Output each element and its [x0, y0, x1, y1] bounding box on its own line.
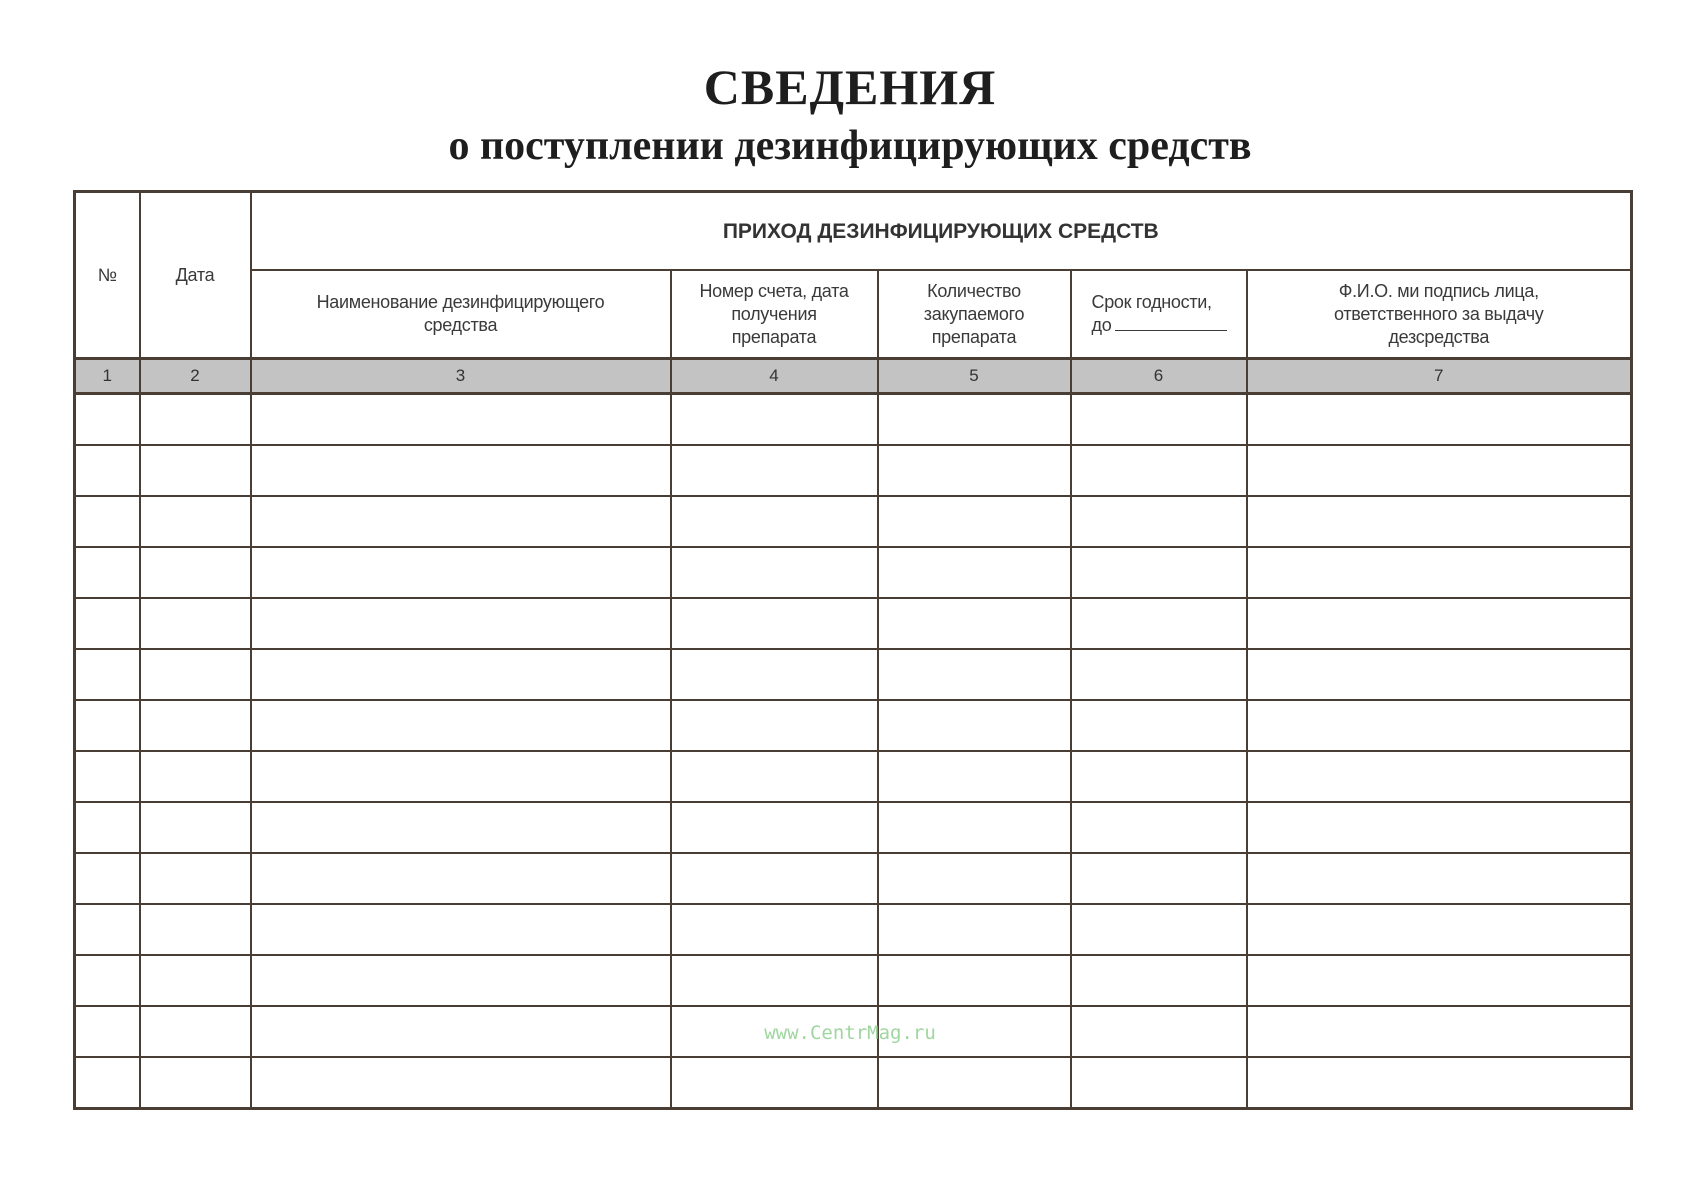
entry-cell[interactable] — [251, 700, 671, 751]
entry-cell[interactable] — [75, 445, 140, 496]
entry-cell[interactable] — [878, 598, 1071, 649]
entry-cell[interactable] — [878, 700, 1071, 751]
entry-cell[interactable] — [1247, 649, 1632, 700]
entry-cell[interactable] — [878, 853, 1071, 904]
entry-cell[interactable] — [75, 802, 140, 853]
entry-cell[interactable] — [251, 445, 671, 496]
entry-cell[interactable] — [140, 955, 251, 1006]
entry-cell[interactable] — [1071, 1057, 1247, 1109]
entry-cell[interactable] — [671, 904, 878, 955]
document-subtitle: о поступлении дезинфицирующих средств — [448, 123, 1252, 169]
header-expiry — [1071, 270, 1247, 359]
entry-cell[interactable] — [1247, 700, 1632, 751]
entry-cell[interactable] — [671, 547, 878, 598]
expiry-header-text: Срок годности, до — [1092, 291, 1232, 337]
entry-cell[interactable] — [140, 1057, 251, 1109]
entry-cell[interactable] — [1071, 802, 1247, 853]
entry-cell[interactable] — [251, 1057, 671, 1109]
entry-cell[interactable] — [140, 496, 251, 547]
table-row — [75, 649, 1632, 700]
entry-cell[interactable] — [1071, 751, 1247, 802]
entry-cell[interactable] — [251, 802, 671, 853]
entry-cell[interactable] — [1247, 853, 1632, 904]
column-numbering-row — [75, 359, 1632, 394]
entry-cell[interactable] — [671, 802, 878, 853]
table-row — [75, 751, 1632, 802]
entry-cell[interactable] — [251, 751, 671, 802]
entry-cell[interactable] — [1071, 445, 1247, 496]
entry-cell[interactable] — [251, 955, 671, 1006]
entry-cell[interactable] — [140, 394, 251, 446]
entry-cell[interactable] — [75, 700, 140, 751]
entry-cell[interactable] — [1247, 751, 1632, 802]
table-row — [75, 955, 1632, 1006]
entry-cell[interactable] — [140, 649, 251, 700]
entry-cell[interactable] — [671, 853, 878, 904]
entry-cell[interactable] — [75, 496, 140, 547]
entry-cell[interactable] — [140, 751, 251, 802]
column-number: 6 — [1071, 359, 1247, 394]
entry-cell[interactable] — [140, 853, 251, 904]
entry-cell[interactable] — [75, 904, 140, 955]
entry-cell[interactable] — [1071, 649, 1247, 700]
entry-cell[interactable] — [1071, 853, 1247, 904]
entry-cell[interactable] — [1247, 802, 1632, 853]
entry-cell[interactable] — [251, 598, 671, 649]
entry-cell[interactable] — [1071, 904, 1247, 955]
entry-cell[interactable] — [878, 394, 1071, 446]
header-product-name: Наименование дезинфицирующего средства — [251, 270, 671, 359]
entry-cell[interactable] — [878, 751, 1071, 802]
column-number: 4 — [671, 359, 878, 394]
table-row — [75, 853, 1632, 904]
entry-cell[interactable] — [671, 649, 878, 700]
entry-cell[interactable] — [878, 904, 1071, 955]
entry-cell[interactable] — [878, 802, 1071, 853]
entry-cell[interactable] — [1071, 955, 1247, 1006]
table-row — [75, 445, 1632, 496]
entry-cell[interactable] — [251, 853, 671, 904]
entry-cell[interactable] — [140, 904, 251, 955]
entry-cell[interactable] — [671, 445, 878, 496]
column-number: 3 — [251, 359, 671, 394]
entry-cell[interactable] — [251, 394, 671, 446]
entry-cell[interactable] — [75, 598, 140, 649]
entry-cell[interactable] — [878, 547, 1071, 598]
entry-cell[interactable] — [878, 445, 1071, 496]
entry-cell[interactable] — [140, 802, 251, 853]
entry-cell[interactable] — [75, 853, 140, 904]
entry-cell[interactable] — [671, 1057, 878, 1109]
entry-cell[interactable] — [671, 496, 878, 547]
table-row — [75, 1057, 1632, 1109]
header-group-receipt: ПРИХОД ДЕЗИНФИЦИРУЮЩИХ СРЕДСТВ — [251, 192, 1632, 271]
table-row — [75, 802, 1632, 853]
entry-cell[interactable] — [75, 1057, 140, 1109]
entry-cell[interactable] — [671, 700, 878, 751]
entry-cell[interactable] — [251, 547, 671, 598]
entry-cell[interactable] — [878, 955, 1071, 1006]
entry-cell[interactable] — [75, 649, 140, 700]
entry-cell[interactable] — [140, 445, 251, 496]
entry-cell[interactable] — [251, 649, 671, 700]
entry-cell[interactable] — [671, 394, 878, 446]
entry-cell[interactable] — [75, 547, 140, 598]
entry-cell[interactable] — [140, 700, 251, 751]
header-invoice: Номер счета, дата получения препарата — [671, 270, 878, 359]
document-title: СВЕДЕНИЯ — [703, 59, 997, 115]
entry-cell[interactable] — [1247, 955, 1632, 1006]
entry-cell[interactable] — [878, 1057, 1071, 1109]
table-row — [75, 547, 1632, 598]
column-number: 2 — [140, 359, 251, 394]
table-row — [75, 904, 1632, 955]
header-responsible: Ф.И.О. ми подпись лица, ответственного за выдачу дезсредства — [1247, 270, 1632, 359]
entry-cell[interactable] — [1247, 394, 1632, 446]
entry-cell[interactable] — [1071, 394, 1247, 446]
entry-cell[interactable] — [75, 955, 140, 1006]
entry-cell[interactable] — [1071, 598, 1247, 649]
expiry-date-blank[interactable] — [1115, 316, 1227, 331]
entry-cell[interactable] — [1247, 1057, 1632, 1109]
column-number: 7 — [1247, 359, 1632, 394]
table-row — [75, 598, 1632, 649]
entry-cell[interactable] — [1071, 547, 1247, 598]
entry-cell[interactable] — [75, 751, 140, 802]
entry-cell[interactable] — [140, 598, 251, 649]
entry-cell[interactable] — [251, 904, 671, 955]
entry-cell[interactable] — [1071, 496, 1247, 547]
table-row — [75, 496, 1632, 547]
entry-cell[interactable] — [671, 751, 878, 802]
entry-cell[interactable] — [1071, 700, 1247, 751]
table-row — [75, 700, 1632, 751]
entry-cell[interactable] — [75, 394, 140, 446]
column-number: 5 — [878, 359, 1071, 394]
entry-cell[interactable] — [671, 955, 878, 1006]
column-number: 1 — [75, 359, 140, 394]
entry-cell[interactable] — [140, 547, 251, 598]
header-number: № — [75, 192, 140, 359]
header-quantity: Количество закупаемого препарата — [878, 270, 1071, 359]
entry-cell[interactable] — [878, 649, 1071, 700]
entry-cell[interactable] — [1247, 904, 1632, 955]
receipt-log-table — [73, 190, 1633, 1110]
entry-cell[interactable] — [1247, 496, 1632, 547]
entry-cell[interactable] — [1247, 598, 1632, 649]
entry-cell[interactable] — [878, 496, 1071, 547]
entry-cell[interactable] — [1247, 547, 1632, 598]
watermark: www.CentrMag.ru — [764, 1022, 936, 1044]
table-row — [75, 394, 1632, 446]
entry-cell[interactable] — [1247, 445, 1632, 496]
entry-cell[interactable] — [251, 496, 671, 547]
header-date: Дата — [140, 192, 251, 359]
entry-cell[interactable] — [671, 598, 878, 649]
